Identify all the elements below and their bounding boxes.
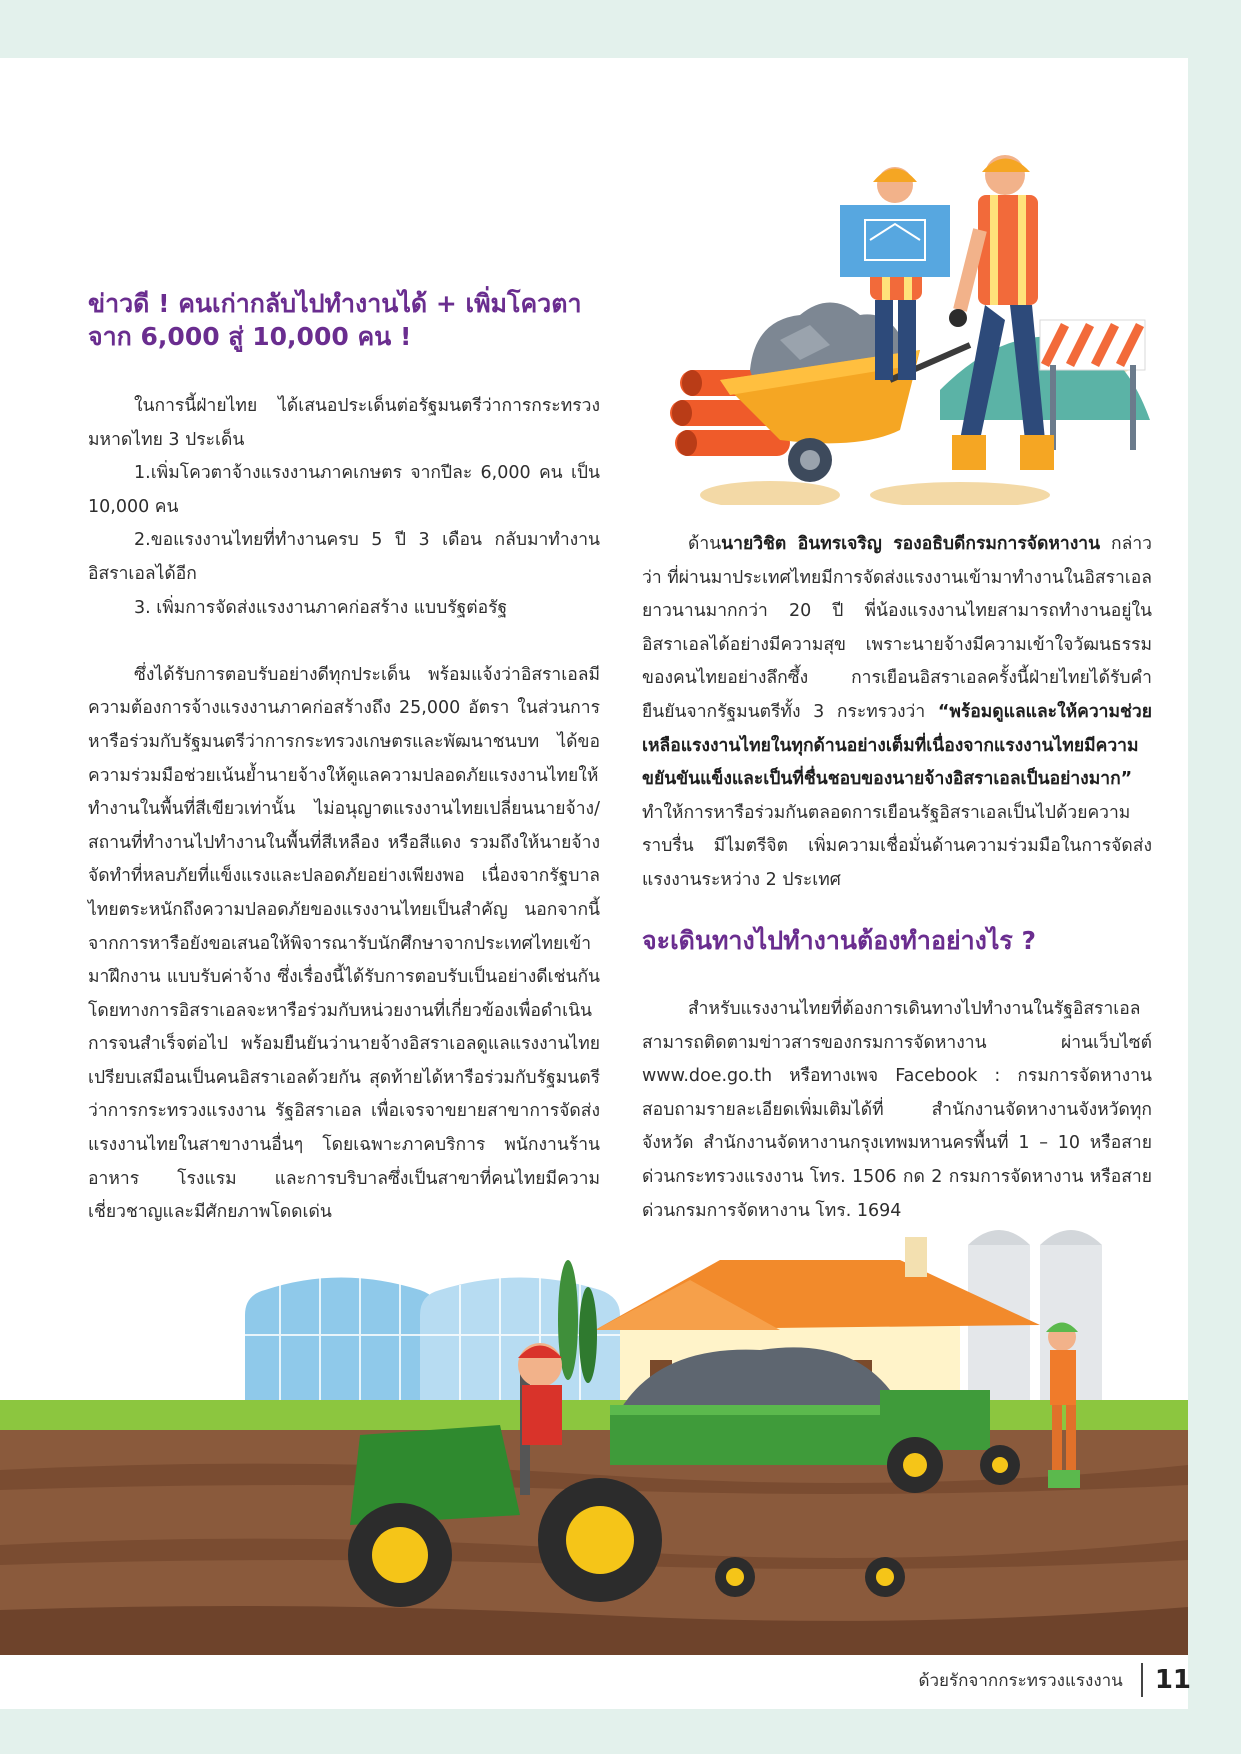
statement-lead: ด้าน <box>688 534 722 554</box>
news-heading-line2: จาก 6,000 สู่ 10,000 คน ! <box>88 322 412 351</box>
right-column <box>642 528 1152 898</box>
page-footer <box>918 1664 1191 1696</box>
body-paragraph: ซึ่งได้รับการตอบรับอย่างดีทุกประเด็น พร้อมแจ้งว่าอิสราเอลมีความต้องการจ้างแรงงานภาคก่อสร้างถึง 25,000 อัตรา ในส่วนการหารือร่วมกับรัฐมนตรีว่าการกระทรวงเกษตรและพัฒนาชนบท ได้ขอความร่วมมือช่วยเน้นย้ำนายจ้างให้ดูแลความปลอดภัยแรงงานไทยให้ทำงานในพื้นที่สีเขียวเท่านั้น ไม่อนุญาตแรงงานไทยเปลี่ยนนายจ้าง/สถานที่ทำงานไปทำงานในพื้นที่สีเหลือง หรือสีแดง รวมถึงให้นายจ้างจัดทำที่หลบภัยที่แข็งแรงและปลอดภัยอย่างเพียงพอ เนื่องจากรัฐบาลไทยตระหนักถึงความปลอดภัยของแรงงานไทยเป็นสำคัญ นอกจากนี้จากการหารือยังขอเสนอให้พิจารณารับนักศึกษาจากประเทศไทยเข้ามาฝึกงาน แบบรับค่าจ้าง ซึ่งเรื่องนี้ได้รับการตอบรับเป็นอย่างดีเช่นกัน โดยทางการอิสราเอลจะหารือร่วมกับหน่วยงานที่เกี่ยวข้องเพื่อดำเนินการจนสำเร็จต่อไป พร้อมยืนยันว่านายจ้างอิสราเอลดูแลแรงงานไทยเปรียบเสมือนเป็นคนอิสราเอลด้วยกัน สุดท้ายได้หารือร่วมกับรัฐมนตรีว่าการกระทรวงแรงงาน รัฐอิสราเอล เพื่อเจรจาขยายสาขาการจัดส่งแรงงานไทยในสาขางานอื่นๆ โดยเฉพาะภาคบริการ พนักงานร้านอาหาร โรงแรม และการบริบาลซึ่งเป็นสาขาที่คนไทยมีความเชี่ยวชาญและมีศักยภาพโดดเด่น <box>88 664 600 1223</box>
left-column <box>88 390 600 1230</box>
statement-text: กล่าวว่า ที่ผ่านมาประเทศไทยมีการจัดส่งแรงงานเข้ามาทำงานในอิสราเอลยาวนานมากกว่า 20 ปี พี่น้องแรงงานไทยสามารถทำงานอยู่ในอิสราเอลได้อย่างมีความสุข เพราะนายจ้างมีความเข้าใจวัฒนธรรมของคนไทยอย่างลึกซึ้ง การเยือนอิสราเอลครั้งนี้ฝ่ายไทยได้รับคำยืนยันจากรัฐมนตรีทั้ง 3 กระทรวงว่า <box>642 534 1153 722</box>
statement-paragraph <box>642 528 1152 898</box>
news-heading <box>88 287 648 353</box>
howto-paragraph: สำหรับแรงงานไทยที่ต้องการเดินทางไปทำงานในรัฐอิสราเอล สามารถติดตามข่าวสารของกรมการจัดหางาน ผ่านเว็บไซต์ www.doe.go.th หรือทางเพจ Facebook : กรมการจัดหางาน สอบถามรายละเอียดเพิ่มเติมได้ที่ สำนักงานจัดหางานจังหวัดทุกจังหวัด สำนักงานจัดหางานกรุงเทพมหานครพื้นที่ 1 – 10 หรือสายด่วนกระทรวงแรงงาน โทร. 1506 กด 2 กรมการจัดหางาน หรือสายด่วนกรมการจัดหางาน โทร. 1694 <box>642 999 1152 1221</box>
page-number: 11 <box>1154 1665 1191 1695</box>
footer-text: ด้วยรักจากกระทรวงแรงงาน <box>918 1670 1123 1691</box>
howto-heading: จะเดินทางไปทำงานต้องทำอย่างไร ? <box>642 926 1037 955</box>
point-3: 3. เพิ่มการจัดส่งแรงงานภาคก่อสร้าง แบบรัฐต่อรัฐ <box>134 597 508 618</box>
news-heading-line1: ข่าวดี ! คนเก่ากลับไปทำงานได้ + เพิ่มโควตา <box>88 289 582 318</box>
statement-tail: ทำให้การหารือร่วมกันตลอดการเยือนรัฐอิสราเอลเป็นไปด้วยความราบรื่น มีไมตรีจิต เพิ่มความเชื่อมั่นด้านความร่วมมือในการจัดส่งแรงงานระหว่าง 2 ประเทศ <box>642 802 1152 890</box>
howto-column <box>642 993 1152 1228</box>
official-name: นายวิชิต อินทรเจริญ รองอธิบดีกรมการจัดหางาน <box>721 534 1101 554</box>
point-1: 1.เพิ่มโควตาจ้างแรงงานภาคเกษตร จากปีละ 6,000 คน เป็น 10,000 คน <box>88 463 600 517</box>
point-2: 2.ขอแรงงานไทยที่ทำงานครบ 5 ปี 3 เดือน กลับมาทำงานอิสราเอลได้อีก <box>88 530 600 584</box>
footer-divider <box>1141 1663 1143 1697</box>
intro-paragraph: ในการนี้ฝ่ายไทย ได้เสนอประเด็นต่อรัฐมนตรีว่าการกระทรวงมหาดไทย 3 ประเด็น <box>88 396 600 450</box>
official-quote: “พร้อมดูแลและให้ความช่วยเหลือแรงงานไทยในทุกด้านอย่างเต็มที่เนื่องจากแรงงานไทยมีความขยันขันแข็งและเป็นที่ชื่นชอบของนายจ้างอิสราเอลเป็นอย่างมาก” <box>642 701 1152 790</box>
construction-workers-illustration <box>660 150 1160 505</box>
farm-tractor-illustration <box>0 1225 1188 1655</box>
